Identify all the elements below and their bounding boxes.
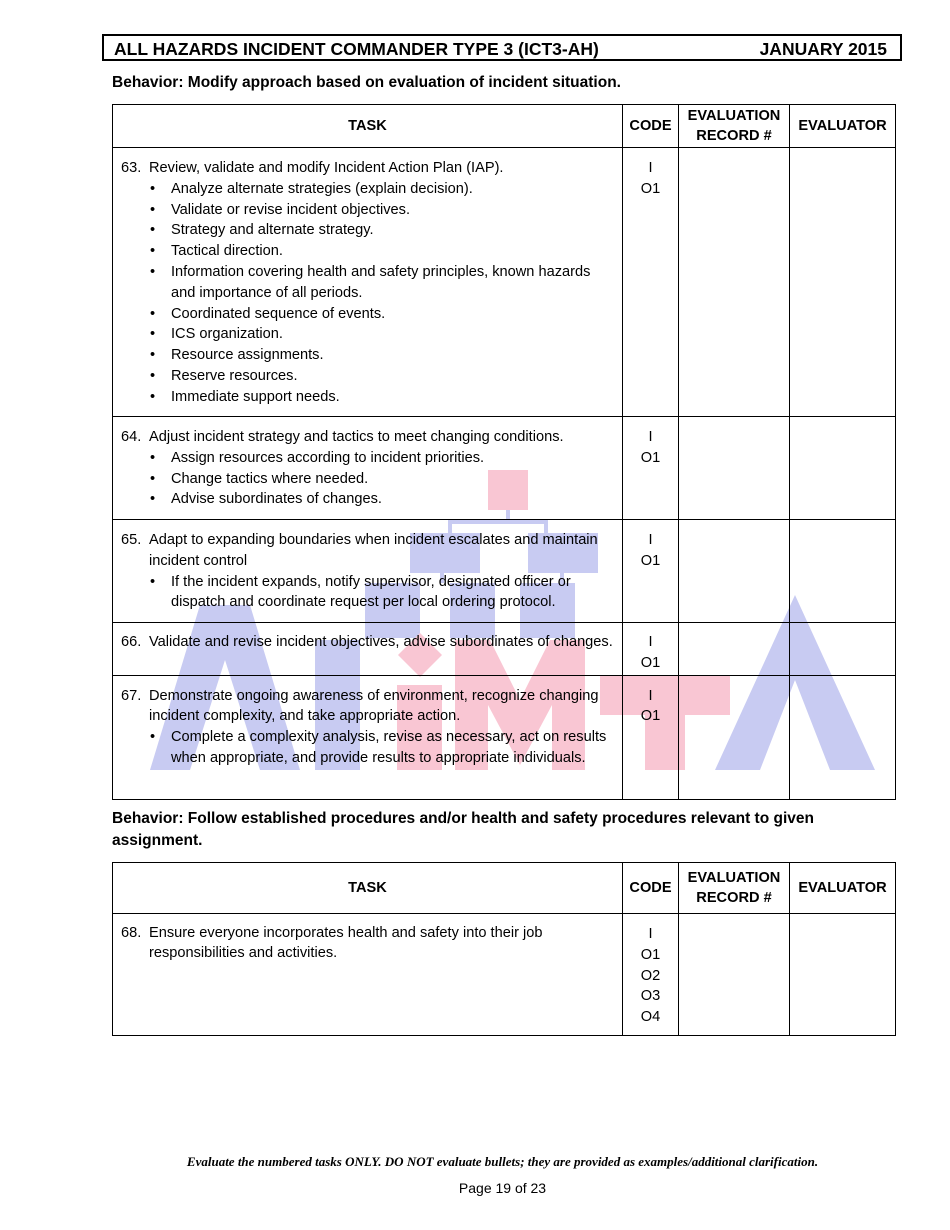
evaluator-cell[interactable] [790, 417, 896, 520]
code-value: I [648, 634, 653, 650]
bullet-item: • Change tactics where needed. [121, 469, 614, 490]
bullet-item: • ICS organization. [121, 324, 614, 345]
evaluator-cell[interactable] [790, 623, 896, 676]
column-header-code: CODE [623, 105, 679, 148]
task-bullets [121, 179, 614, 408]
task-number: 66. [121, 634, 142, 650]
code-value: O3 [640, 988, 661, 1005]
task-cell [113, 417, 623, 520]
code-value: O1 [640, 708, 661, 725]
task-cell [113, 914, 623, 1036]
task-bullets [121, 727, 614, 769]
task-cell [113, 148, 623, 417]
evaluator-cell[interactable] [790, 914, 896, 1036]
bullet-item: • Tactical direction. [121, 241, 614, 262]
document-header [102, 34, 902, 61]
bullet-item: • If the incident expands, notify supervisor, designated officer or dispatch and coordinate request per local ordering protocol. [121, 572, 614, 614]
code-value: I [648, 532, 653, 548]
bullet-item: • Coordinated sequence of events. [121, 304, 614, 325]
code-value: O1 [640, 552, 661, 569]
code-cell [623, 623, 679, 676]
bullet-item: • Resource assignments. [121, 345, 614, 366]
task-table [112, 104, 896, 800]
code-cell [623, 417, 679, 520]
bullet-item: • Validate or revise incident objectives. [121, 200, 614, 221]
task-number: 65. [121, 532, 142, 548]
header-date: JANUARY 2015 [759, 39, 887, 59]
table-header-row [113, 105, 896, 148]
code-cell [623, 148, 679, 417]
code-value: O1 [640, 449, 661, 466]
task-cell [113, 520, 623, 623]
task-text: Adapt to expanding boundaries when incident escalates and maintain incident control [149, 532, 598, 569]
evaluator-cell[interactable] [790, 148, 896, 417]
bullet-item: • Information covering health and safety principles, known hazards and importance of all periods. [121, 262, 614, 304]
task-cell [113, 623, 623, 676]
task-text: Ensure everyone incorporates health and safety into their job responsibilities and activities. [149, 925, 543, 961]
bullet-item: • Assign resources according to incident priorities. [121, 448, 614, 469]
task-text: Review, validate and modify Incident Action Plan (IAP). [149, 160, 504, 176]
column-header-task: TASK [113, 105, 623, 148]
column-header-evaluator: EVALUATOR [790, 863, 896, 914]
page-number: Page 19 of 23 [458, 1180, 547, 1196]
task-text: Demonstrate ongoing awareness of environment, recognize changing incident complexity, and take appropriate action. [149, 687, 599, 725]
footnote: Evaluate the numbered tasks ONLY. DO NOT evaluate bullets; they are provided as examples/additional clarification. [186, 1154, 819, 1169]
code-value: I [648, 160, 653, 176]
bullet-item: • Strategy and alternate strategy. [121, 220, 614, 241]
code-value: I [648, 687, 653, 704]
task-bullets [121, 448, 614, 510]
column-header-evaluator: EVALUATOR [790, 105, 896, 148]
behavior-heading: Behavior: Follow established procedures and/or health and safety procedures relevant to given assignment. [112, 810, 814, 849]
code-cell [623, 520, 679, 623]
header-title: ALL HAZARDS INCIDENT COMMANDER TYPE 3 (ICT3-AH) [114, 39, 599, 59]
table-row [113, 417, 896, 520]
task-bullets [121, 572, 614, 614]
column-header-evaluation-record: EVALUATION RECORD # [679, 105, 790, 148]
bullet-item: • Advise subordinates of changes. [121, 489, 614, 510]
code-value: I [648, 429, 653, 445]
code-cell [623, 675, 679, 799]
code-value: O1 [640, 180, 661, 197]
bullet-item: • Analyze alternate strategies (explain decision). [121, 179, 614, 200]
evaluation-record-cell[interactable] [679, 417, 790, 520]
bullet-item: • Reserve resources. [121, 366, 614, 387]
table-row [113, 148, 896, 417]
code-value: I [648, 926, 653, 942]
bullet-item: • Complete a complexity analysis, revise as necessary, act on results when appropriate, and provide results to appropriate individuals. [121, 727, 614, 769]
column-header-code: CODE [623, 863, 679, 914]
bullet-item: • Immediate support needs. [121, 387, 614, 408]
evaluation-record-cell[interactable] [679, 148, 790, 417]
behavior-heading: Behavior: Modify approach based on evaluation of incident situation. [112, 74, 621, 91]
task-number: 64. [121, 429, 142, 445]
task-cell [113, 675, 623, 799]
code-value: O1 [640, 654, 661, 671]
evaluation-record-cell[interactable] [679, 914, 790, 1036]
evaluator-cell[interactable] [790, 675, 896, 799]
evaluation-record-cell[interactable] [679, 623, 790, 676]
table-row [113, 520, 896, 623]
column-header-task: TASK [113, 863, 623, 914]
evaluator-cell[interactable] [790, 520, 896, 623]
table-header-row [113, 863, 896, 914]
table-row [113, 623, 896, 676]
task-number: 68. [121, 925, 142, 941]
table-row [113, 675, 896, 799]
task-number: 63. [121, 160, 142, 176]
table-row [113, 914, 896, 1036]
code-value: O2 [640, 967, 661, 984]
task-text: Adjust incident strategy and tactics to meet changing conditions. [149, 429, 564, 445]
task-table [112, 862, 896, 1036]
evaluation-record-cell[interactable] [679, 675, 790, 799]
code-value: O1 [640, 946, 661, 963]
task-text: Validate and revise incident objectives, advise subordinates of changes. [149, 634, 613, 650]
task-number: 67. [121, 687, 142, 704]
code-cell [623, 914, 679, 1036]
column-header-evaluation-record: EVALUATION RECORD # [679, 863, 790, 914]
code-value: O4 [640, 1009, 661, 1026]
evaluation-record-cell[interactable] [679, 520, 790, 623]
